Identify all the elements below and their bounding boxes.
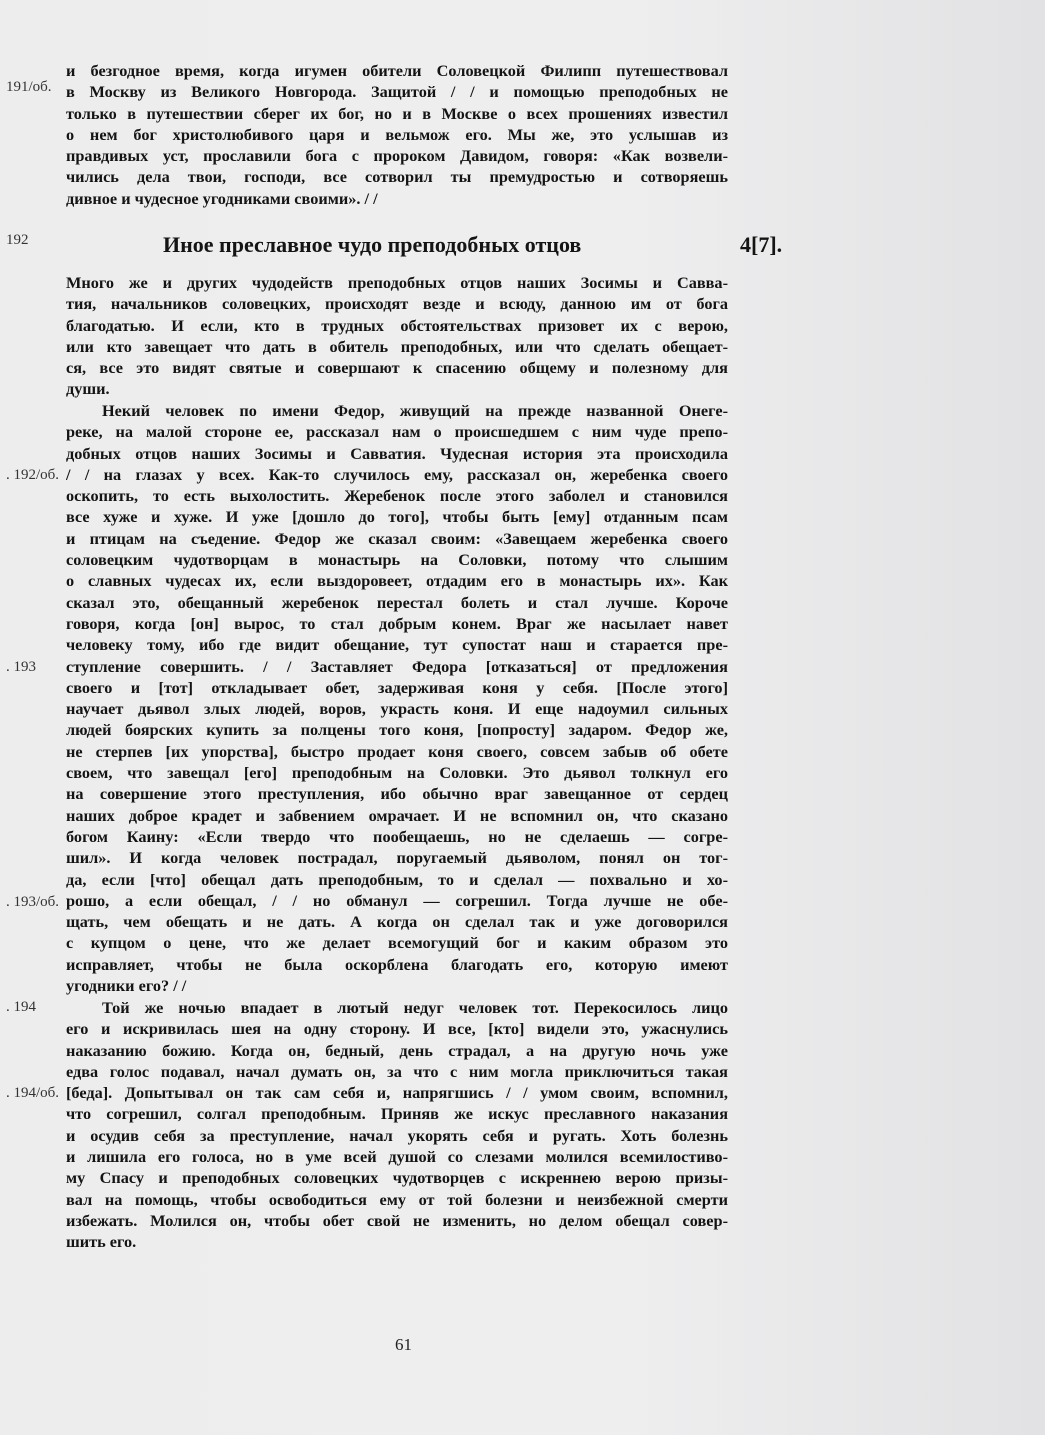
margin-note: 191/об. <box>6 79 52 95</box>
margin-note: . 192/об. <box>6 467 60 483</box>
paragraph-end <box>66 997 728 1253</box>
text-line: исправляет, чтобы не была оскорблена благодать его, которую имеют <box>66 954 728 974</box>
text-line: соловецким чудотворцам в монастырь на Соловки, потому что слышим <box>66 550 728 570</box>
text-line: что согрешил, солгал преподобным. Приняв же искус преславного наказания <box>66 1104 728 1124</box>
text-line: благодатью. И если, кто в трудных обстоятельствах призовет их с верою, <box>66 315 728 335</box>
text-line: научает дьявол злых людей, воров, украсть коня. И еще надоумил сильных <box>66 699 728 719</box>
text-line: с купцом о цене, что же делает всемогущий бог и каким образом это <box>66 933 728 953</box>
text-line: избежать. Молился он, чтобы обет свой не изменить, но делом обещал совер- <box>66 1210 728 1230</box>
text-line: правдивых уст, прославили бога с пророком Давидом, говоря: «Как возвели- <box>66 146 728 166</box>
text-line: наших доброе крадет и забвением омрачает. И не вспомнил он, что сказано <box>66 805 728 825</box>
text-line: или кто завещает что дать в обитель преподобных, или что сделать обещает- <box>66 336 728 356</box>
paragraph-intro <box>66 272 728 400</box>
text-line: щать, чем обещать и не дать. А когда он сделал так и уже договорился <box>66 912 728 932</box>
text-line: му Спасу и преподобных соловецких чудотворцев с искреннею верою призы- <box>66 1168 728 1188</box>
text-line: не стерпев [их упорства], быстро продает коня своего, совсем забыв об обете <box>66 741 728 761</box>
text-line: наказанию божию. Когда он, бедный, день страдал, а на другую ночь уже <box>66 1040 728 1060</box>
text-line: да, если [что] обещал дать преподобным, то и сделал — похвально и хо- <box>66 869 728 889</box>
paragraph-story <box>66 400 728 996</box>
text-line: о нем бог христолюбивого царя и вельмож его. Мы же, это услышав из <box>66 124 728 144</box>
text-line: [беда]. Допытывал он так сам себя и, напрягшись / / умом своим, вспомнил, <box>66 1083 728 1103</box>
text-line: шил». И когда человек пострадал, поругаемый дьяволом, понял он тог- <box>66 848 728 868</box>
text-line: ся, все это видят святые и совершают к спасению общему и полезному для <box>66 358 728 378</box>
text-line: на совершение этого преступления, ибо обычно враг завещанное от сердец <box>66 784 728 804</box>
text-line: все хуже и хуже. И уже [дошло до того], чтобы быть [ему] отданным псам <box>66 507 728 527</box>
text-line: души. <box>66 379 110 399</box>
text-line: угодники его? / / <box>66 976 187 996</box>
text-line: шить его. <box>66 1232 137 1252</box>
text-line: своего и [тот] откладывает обет, задерживая коня у себя. [После этого] <box>66 677 728 697</box>
margin-note: . 194/об. <box>6 1085 60 1101</box>
page-number: 61 <box>395 1335 412 1354</box>
text-line: его и искривилась шея на одну сторону. И все, [кто] видели это, ужаснулись <box>66 1019 728 1039</box>
margin-note: 192 <box>6 232 29 248</box>
text-line: в Москву из Великого Новгорода. Защитой / / и помощью преподобных не <box>66 82 728 102</box>
text-line: и осудив себя за преступление, начал укорять себя и ругать. Хоть болезнь <box>66 1125 728 1145</box>
text-line: и лишила его голоса, но в уме всей душой со слезами молился всемилостиво- <box>66 1147 728 1167</box>
text-line: дивное и чудесное угодниками своими». / / <box>66 188 378 208</box>
text-line: рошо, а если обещал, / / но обманул — согрешил. Тогда лучше не обе- <box>66 890 728 910</box>
text-line: реке, на малой стороне ее, рассказал нам о происшедшем с ним чуде препо- <box>66 422 728 442</box>
section-heading: Иное преславное чудо преподобных отцов <box>163 232 582 257</box>
text-line: о славных чудесах их, если выздоровеет, отдадим его в монастырь их». Как <box>66 571 728 591</box>
text-line: людей боярских купить за полцены того коня, [попросту] задаром. Федор же, <box>66 720 728 740</box>
chapter-reference: 4[7]. <box>740 232 783 257</box>
text-line: богом Каину: «Если твердо что пообещаешь, но не сделаешь — согре- <box>66 826 728 846</box>
paragraph-top <box>66 60 728 209</box>
text-line: говоря, когда [он] вырос, то стал добрым конем. Враг же насылает навет <box>66 613 728 633</box>
text-line: тия, начальников соловецких, происходят везде и всюду, данною им от бога <box>66 294 728 314</box>
text-line: Некий человек по имени Федор, живущий на прежде названной Онеге- <box>102 401 728 420</box>
margin-note: . 193 <box>6 659 36 675</box>
text-line: и птицам на съедение. Федор же сказал своим: «Завещаем жеребенка своего <box>66 528 728 548</box>
margin-note: . 193/об. <box>6 894 60 910</box>
text-line: Той же ночью впадает в лютый недуг человек тот. Перекосилось лицо <box>102 998 728 1017</box>
text-line: едва голос подавал, начал думать он, за что с ним могла приключиться такая <box>66 1061 728 1081</box>
text-line: только в путешествии сберег их бог, но и в Москве о всех прошениях известил <box>66 103 728 123</box>
margin-note: . 194 <box>6 999 36 1015</box>
text-line: ступление совершить. / / Заставляет Федора [отказаться] от предложения <box>66 656 728 676</box>
text-line: вал на помощь, чтобы освободиться ему от той болезни и неизбежной смерти <box>66 1189 728 1209</box>
text-line: своем, что завещал [его] преподобным на Соловки. Это дьявол толкнул его <box>66 763 728 783</box>
text-line: чились дела твои, господи, все сотворил ты премудростью и сотворяешь <box>66 167 728 187</box>
text-line: и безгодное время, когда игумен обители Соловецкой Филипп путешествовал <box>66 61 728 80</box>
text-line: человеку тому, ибо где видит обещание, тут супостат наш и старается пре- <box>66 635 728 655</box>
text-line: добных отцов наших Зосимы и Савватия. Чудесная история эта происходила <box>66 443 728 463</box>
text-line: сказал это, обещанный жеребенок перестал болеть и стал лучше. Короче <box>66 592 728 612</box>
text-line: Много же и других чудодейств преподобных отцов наших Зосимы и Савва- <box>66 273 728 292</box>
text-line: оскопить, то есть выхолостить. Жеребенок после этого заболел и становился <box>66 486 728 506</box>
text-line: / / на глазах у всех. Как-то случилось ему, рассказал он, жеребенка своего <box>66 464 728 484</box>
